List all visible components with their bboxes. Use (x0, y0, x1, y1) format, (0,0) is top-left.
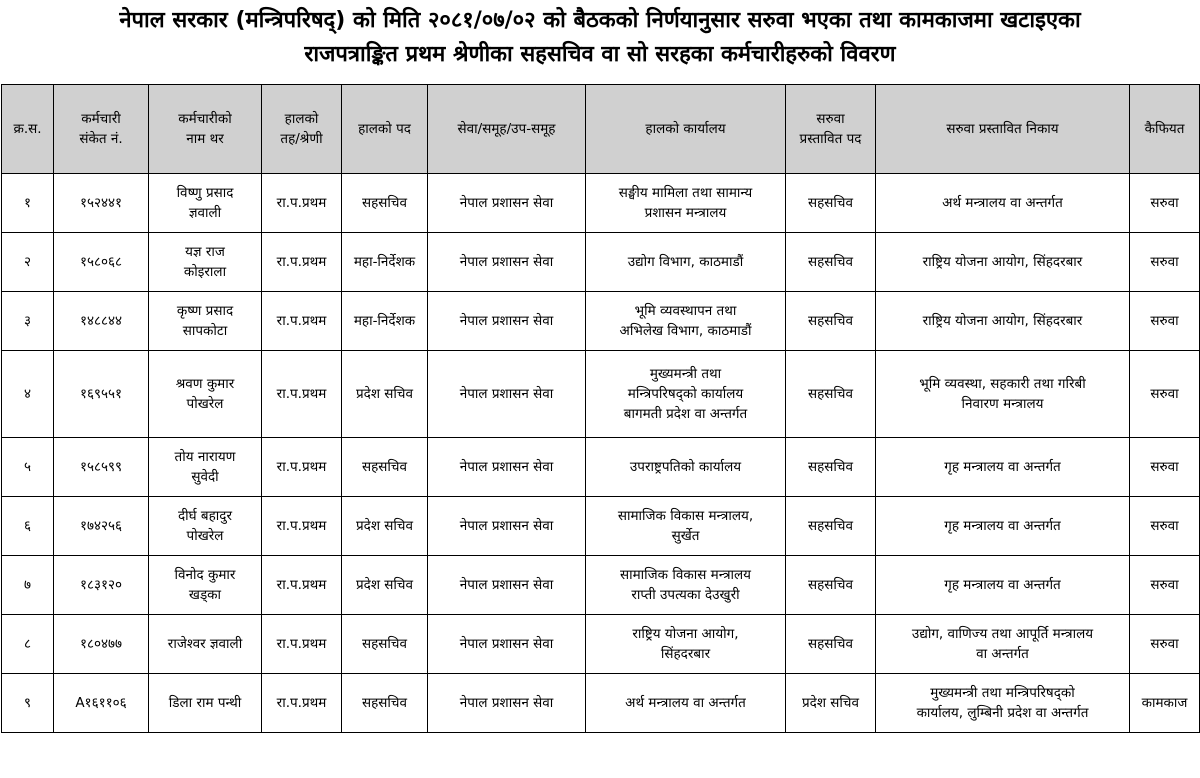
cell-service-group: नेपाल प्रशासन सेवा (428, 351, 586, 438)
cell-employee-name: राजेश्वर ज्ञवाली (149, 615, 262, 674)
cell-employee-code: १७४२५६ (54, 497, 149, 556)
cell-current-post: प्रदेश सचिव (342, 351, 428, 438)
cell-serial-number: १ (2, 174, 54, 233)
table-row (2, 615, 1200, 674)
cell-remarks: सरुवा (1130, 438, 1200, 497)
cell-remarks: सरुवा (1130, 174, 1200, 233)
cell-current-post: महा-निर्देशक (342, 292, 428, 351)
cell-employee-name: डिला राम पन्थी (149, 674, 262, 733)
cell-proposed-post: सहसचिव (786, 497, 876, 556)
cell-serial-number: ६ (2, 497, 54, 556)
cell-proposed-body: उद्योग, वाणिज्य तथा आपूर्ति मन्त्रालय वा अन्तर्गत (876, 615, 1130, 674)
cell-employee-code: १५८५९९ (54, 438, 149, 497)
cell-current-post: सहसचिव (342, 174, 428, 233)
cell-employee-code: १५२४४१ (54, 174, 149, 233)
cell-proposed-post: सहसचिव (786, 556, 876, 615)
cell-current-level: रा.प.प्रथम (262, 556, 342, 615)
cell-current-level: रा.प.प्रथम (262, 615, 342, 674)
cell-proposed-post: सहसचिव (786, 174, 876, 233)
cell-employee-name: दीर्घ बहादुर पोखरेल (149, 497, 262, 556)
header-current-office: हालको कार्यालय (586, 85, 786, 174)
cell-service-group: नेपाल प्रशासन सेवा (428, 174, 586, 233)
cell-employee-code: १५८०६८ (54, 233, 149, 292)
cell-current-office: उद्योग विभाग, काठमाडौं (586, 233, 786, 292)
header-service-group: सेवा/समूह/उप-समूह (428, 85, 586, 174)
title-line-2: राजपत्राङ्कित प्रथम श्रेणीका सहसचिव वा सो सरहका कर्मचारीहरुको विवरण (304, 42, 896, 67)
title-line-1: नेपाल सरकार (मन्त्रिपरिषद्) को मिति २०८१/०७/०२ को बैठकको निर्णयानुसार सरुवा भएका तथा कामकाजमा खटाइएका (119, 8, 1081, 33)
cell-current-office: सङ्घीय मामिला तथा सामान्य प्रशासन मन्त्रालय (586, 174, 786, 233)
cell-current-office: सामाजिक विकास मन्त्रालय, सुर्खेत (586, 497, 786, 556)
cell-current-post: सहसचिव (342, 674, 428, 733)
cell-current-level: रा.प.प्रथम (262, 292, 342, 351)
cell-current-office: सामाजिक विकास मन्त्रालय राप्ती उपत्यका देउखुरी (586, 556, 786, 615)
header-remarks: कैफियत (1130, 85, 1200, 174)
cell-remarks: सरुवा (1130, 233, 1200, 292)
cell-serial-number: ८ (2, 615, 54, 674)
header-employee-code: कर्मचारी संकेत नं. (54, 85, 149, 174)
cell-current-post: प्रदेश सचिव (342, 556, 428, 615)
cell-remarks: सरुवा (1130, 556, 1200, 615)
cell-current-post: सहसचिव (342, 438, 428, 497)
table-row (2, 233, 1200, 292)
cell-serial-number: ४ (2, 351, 54, 438)
cell-current-level: रा.प.प्रथम (262, 174, 342, 233)
cell-employee-code: १८०४७७ (54, 615, 149, 674)
cell-employee-name: तोय नारायण सुवेदी (149, 438, 262, 497)
cell-proposed-body: गृह मन्त्रालय वा अन्तर्गत (876, 497, 1130, 556)
header-proposed-body: सरुवा प्रस्तावित निकाय (876, 85, 1130, 174)
cell-current-office: उपराष्ट्रपतिको कार्यालय (586, 438, 786, 497)
cell-current-level: रा.प.प्रथम (262, 438, 342, 497)
table-header-row (2, 85, 1200, 174)
cell-employee-name: विष्णु प्रसाद ज्ञवाली (149, 174, 262, 233)
header-current-post: हालको पद (342, 85, 428, 174)
cell-serial-number: ५ (2, 438, 54, 497)
cell-current-level: रा.प.प्रथम (262, 233, 342, 292)
cell-employee-name: कृष्ण प्रसाद सापकोटा (149, 292, 262, 351)
header-serial-number: क्र.स. (2, 85, 54, 174)
cell-serial-number: ७ (2, 556, 54, 615)
cell-service-group: नेपाल प्रशासन सेवा (428, 497, 586, 556)
table-row (2, 292, 1200, 351)
cell-service-group: नेपाल प्रशासन सेवा (428, 233, 586, 292)
table-row (2, 174, 1200, 233)
cell-employee-code: १६९५५१ (54, 351, 149, 438)
table-row (2, 556, 1200, 615)
table-row (2, 438, 1200, 497)
cell-proposed-post: सहसचिव (786, 233, 876, 292)
cell-employee-code: १४८८४४ (54, 292, 149, 351)
cell-proposed-body: भूमि व्यवस्था, सहकारी तथा गरिबी निवारण मन्त्रालय (876, 351, 1130, 438)
cell-proposed-body: मुख्यमन्त्री तथा मन्त्रिपरिषद्को कार्यालय, लुम्बिनी प्रदेश वा अन्तर्गत (876, 674, 1130, 733)
cell-current-level: रा.प.प्रथम (262, 351, 342, 438)
document-title (0, 0, 1200, 84)
cell-serial-number: ९ (2, 674, 54, 733)
cell-service-group: नेपाल प्रशासन सेवा (428, 292, 586, 351)
cell-serial-number: २ (2, 233, 54, 292)
cell-current-post: सहसचिव (342, 615, 428, 674)
cell-proposed-body: राष्ट्रिय योजना आयोग, सिंहदरबार (876, 233, 1130, 292)
cell-remarks: सरुवा (1130, 292, 1200, 351)
cell-proposed-body: गृह मन्त्रालय वा अन्तर्गत (876, 438, 1130, 497)
header-employee-name: कर्मचारीको नाम थर (149, 85, 262, 174)
cell-service-group: नेपाल प्रशासन सेवा (428, 674, 586, 733)
cell-current-office: अर्थ मन्त्रालय वा अन्तर्गत (586, 674, 786, 733)
cell-proposed-post: सहसचिव (786, 292, 876, 351)
table-row (2, 497, 1200, 556)
cell-proposed-body: गृह मन्त्रालय वा अन्तर्गत (876, 556, 1130, 615)
cell-service-group: नेपाल प्रशासन सेवा (428, 556, 586, 615)
cell-proposed-post: सहसचिव (786, 615, 876, 674)
cell-proposed-body: अर्थ मन्त्रालय वा अन्तर्गत (876, 174, 1130, 233)
cell-employee-name: विनोद कुमार खड्का (149, 556, 262, 615)
cell-current-level: रा.प.प्रथम (262, 497, 342, 556)
cell-current-post: प्रदेश सचिव (342, 497, 428, 556)
cell-current-office: भूमि व्यवस्थापन तथा अभिलेख विभाग, काठमाडौं (586, 292, 786, 351)
cell-serial-number: ३ (2, 292, 54, 351)
cell-current-post: महा-निर्देशक (342, 233, 428, 292)
cell-employee-code: १८३१२० (54, 556, 149, 615)
cell-remarks: कामकाज (1130, 674, 1200, 733)
cell-proposed-body: राष्ट्रिय योजना आयोग, सिंहदरबार (876, 292, 1130, 351)
cell-proposed-post: प्रदेश सचिव (786, 674, 876, 733)
cell-current-level: रा.प.प्रथम (262, 674, 342, 733)
cell-remarks: सरुवा (1130, 351, 1200, 438)
table-row (2, 351, 1200, 438)
cell-remarks: सरुवा (1130, 615, 1200, 674)
header-current-level: हालको तह/श्रेणी (262, 85, 342, 174)
table-body (2, 174, 1200, 733)
cell-service-group: नेपाल प्रशासन सेवा (428, 438, 586, 497)
cell-employee-code: A१६११०६ (54, 674, 149, 733)
cell-employee-name: यज्ञ राज कोइराला (149, 233, 262, 292)
cell-remarks: सरुवा (1130, 497, 1200, 556)
cell-employee-name: श्रवण कुमार पोखरेल (149, 351, 262, 438)
cell-proposed-post: सहसचिव (786, 351, 876, 438)
cell-current-office: मुख्यमन्त्री तथा मन्त्रिपरिषद्को कार्यालय बागमती प्रदेश वा अन्तर्गत (586, 351, 786, 438)
cell-proposed-post: सहसचिव (786, 438, 876, 497)
table-row (2, 674, 1200, 733)
header-proposed-post: सरुवा प्रस्तावित पद (786, 85, 876, 174)
employee-transfer-table (1, 84, 1200, 733)
cell-service-group: नेपाल प्रशासन सेवा (428, 615, 586, 674)
cell-current-office: राष्ट्रिय योजना आयोग, सिंहदरबार (586, 615, 786, 674)
